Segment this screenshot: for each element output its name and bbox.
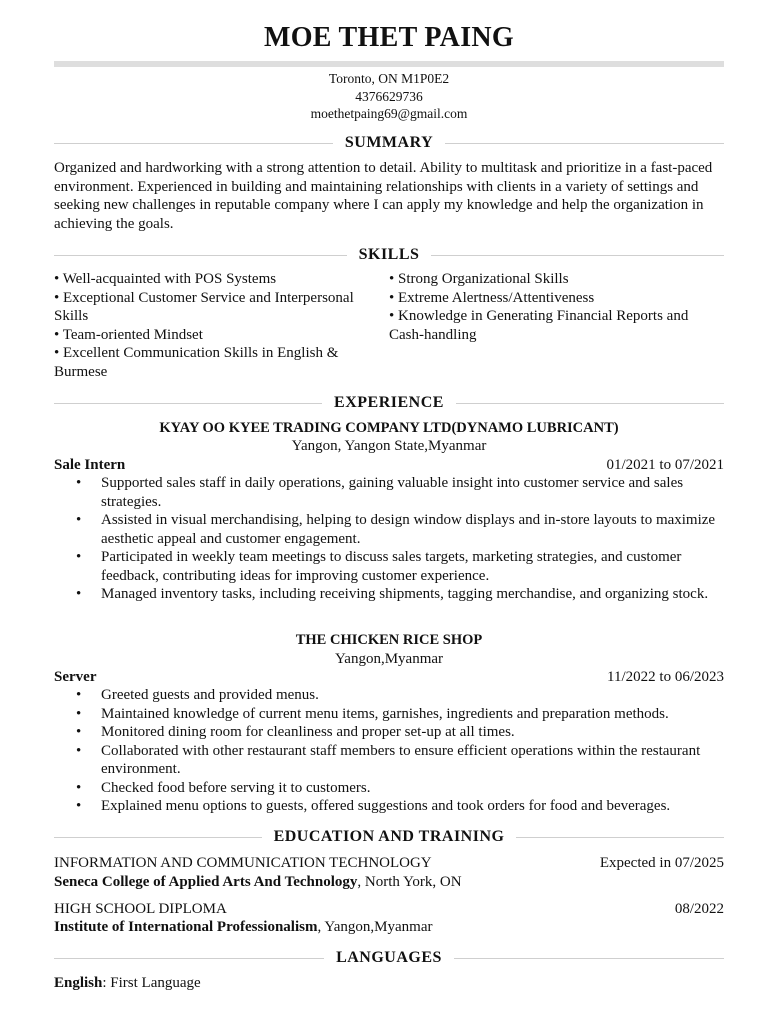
education-place: , Yangon,Myanmar	[317, 919, 433, 935]
job-company: THE CHICKEN RICE SHOP	[295, 632, 483, 648]
skill-item: • Well-acquainted with POS Systems	[54, 271, 277, 287]
education-school-row	[54, 918, 724, 937]
skill-item: • Team-oriented Mindset	[54, 326, 203, 343]
contact-address: Toronto, ON M1P0E2	[328, 71, 450, 86]
experience-title: EXPERIENCE	[334, 394, 444, 411]
job-bullet: • Participated in weekly team meetings to discuss sales targets, marketing strategies, and customer feedback, contributing ideas for improving customer experience.	[54, 548, 726, 585]
skill-item: • Knowledge in Generating Financial Reports and Cash-handling	[389, 308, 689, 343]
job-bullet: • Managed inventory tasks, including receiving shipments, tagging merchandise, and organizing stock.	[54, 585, 726, 604]
education-heading	[54, 827, 724, 847]
name-divider	[54, 61, 724, 67]
job-bullet: • Supported sales staff in daily operations, gaining valuable insight into customer service and sales strategies.	[54, 474, 726, 511]
job-dates: 11/2022 to 06/2023	[607, 669, 724, 685]
summary-text: Organized and hardworking with a strong attention to detail. Ability to multitask and prioritize in a fast-paced environment. Experienced in building and maintaining relationships with clients in a variety of settings and seeking new challenges in reputable company where I can apply my knowledge and help the organization in achieving the goals.	[54, 160, 713, 232]
skills-heading	[54, 245, 724, 265]
education-date: 08/2022	[674, 901, 724, 917]
skill-item: • Exceptional Customer Service and Interpersonal Skills	[54, 289, 354, 324]
heading-rule-right	[454, 958, 724, 959]
skills-right-column	[389, 270, 724, 344]
education-row	[54, 900, 724, 919]
job-bullets	[54, 686, 726, 816]
job-bullet: • Checked food before serving it to customers.	[54, 779, 726, 798]
job-bullet: • Explained menu options to guests, offered suggestions and took orders for food and beverages.	[54, 797, 726, 816]
language-name: English	[54, 975, 103, 991]
education-school: Seneca College of Applied Arts And Technology	[54, 874, 358, 890]
education-school: Institute of International Professionalism	[54, 919, 318, 935]
language-level: : First Language	[102, 975, 201, 991]
job-bullet: • Greeted guests and provided menus.	[54, 686, 726, 705]
languages-heading	[54, 948, 724, 968]
job-bullets	[54, 474, 726, 604]
job-location: Yangon,Myanmar	[334, 651, 444, 667]
skill-item: • Excellent Communication Skills in English & Burmese	[54, 345, 339, 380]
job-dates: 01/2021 to 07/2021	[606, 457, 724, 473]
job-role: Sale Intern	[54, 457, 126, 473]
education-date: Expected in 07/2025	[599, 855, 724, 871]
job-role: Server	[54, 669, 97, 685]
job-bullet: • Monitored dining room for cleanliness and proper set-up at all times.	[54, 723, 726, 742]
education-row	[54, 854, 724, 873]
heading-rule-left	[54, 143, 333, 144]
heading-rule-left	[54, 403, 322, 404]
job-company: KYAY OO KYEE TRADING COMPANY LTD(DYNAMO LUBRICANT)	[159, 420, 619, 436]
heading-rule-left	[54, 958, 324, 959]
job-location: Yangon, Yangon State,Myanmar	[291, 438, 487, 454]
job-bullet: • Maintained knowledge of current menu items, garnishes, ingredients and preparation methods.	[54, 705, 726, 724]
summary-title: SUMMARY	[344, 134, 434, 151]
heading-rule-right	[445, 143, 724, 144]
summary-heading	[54, 133, 724, 153]
job-role-row	[54, 668, 724, 687]
skill-item: • Extreme Alertness/Attentiveness	[389, 289, 595, 306]
job-bullet: • Assisted in visual merchandising, helping to design window displays and in-store layouts to maximize aesthetic appeal and customer engagement.	[54, 511, 726, 548]
resume-name: MOE THET PAING	[263, 22, 515, 53]
skill-item: • Strong Organizational Skills	[389, 271, 569, 287]
heading-rule-left	[54, 255, 347, 256]
education-degree: HIGH SCHOOL DIPLOMA	[54, 901, 227, 917]
contact-email: moethetpaing69@gmail.com	[310, 106, 468, 121]
heading-rule-right	[456, 403, 724, 404]
heading-rule-left	[54, 837, 262, 838]
skills-title: SKILLS	[358, 246, 420, 263]
experience-heading	[54, 393, 724, 413]
education-title: EDUCATION AND TRAINING	[273, 828, 505, 845]
languages-title: LANGUAGES	[336, 949, 442, 966]
heading-rule-right	[431, 255, 724, 256]
job-bullet: • Collaborated with other restaurant staff members to ensure efficient operations within the restaurant environment.	[54, 742, 726, 779]
skills-left-column	[54, 270, 384, 381]
language-item	[54, 974, 724, 993]
job-role-row	[54, 456, 724, 475]
heading-rule-right	[516, 837, 724, 838]
education-degree: INFORMATION AND COMMUNICATION TECHNOLOGY	[54, 855, 432, 871]
contact-block	[0, 70, 768, 123]
education-place: , North York, ON	[357, 874, 462, 890]
education-school-row	[54, 873, 724, 892]
contact-phone: 4376629736	[355, 88, 423, 104]
